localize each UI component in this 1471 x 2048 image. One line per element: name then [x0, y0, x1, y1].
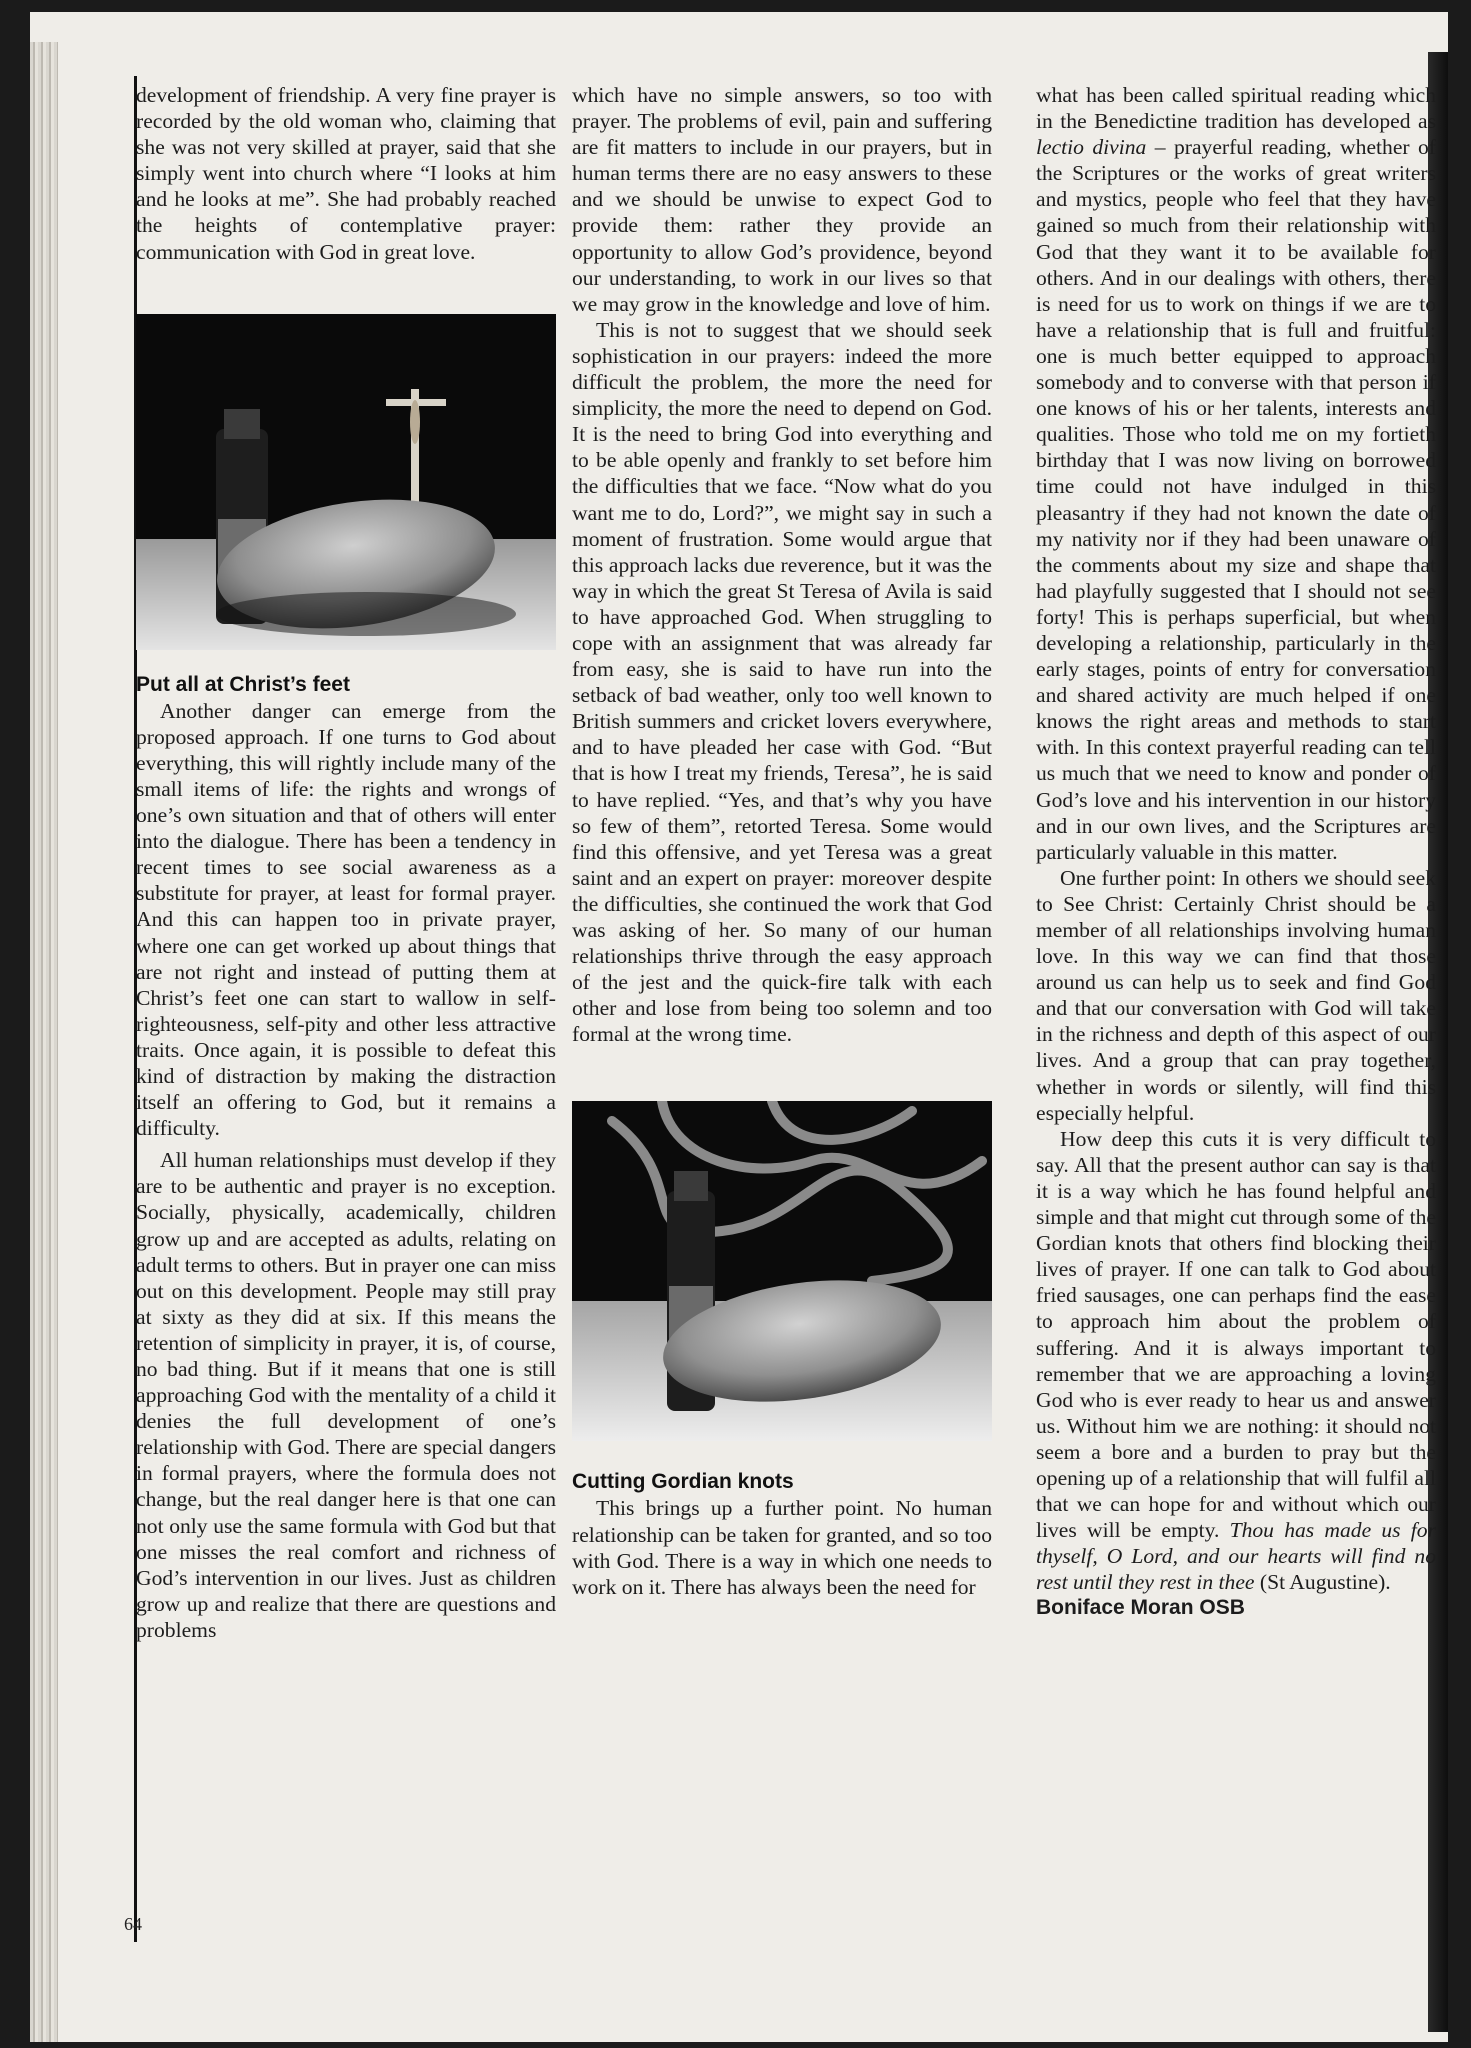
- photo-illustration: [136, 314, 556, 650]
- paragraph: [1036, 1126, 1436, 1596]
- magazine-page: [30, 12, 1448, 2042]
- paragraph: One further point: In others we should seek to See Christ: Certainly Christ should be a member of all relationships involving human love. In this way we can find that those around us can help us to seek and find God and that our conversation with God will take in the richness and depth of this aspect of our lives. And a group that can pray together, whether in words or silently, will find this especially helpful.: [1036, 865, 1436, 1125]
- text-run: How deep this cuts it is very difficult to say. All that the present author can say is that it is a way which he has found helpful and simple and that might cut through some of the Gordian knots that others find blocking their lives of prayer. If one can talk to God about fried sausages, one can perhaps find the ease to approach him about the problem of suffering. And it is always important to remember that we are approaching a loving God who is ever ready to hear us and answer us. Without him we are nothing: it should not seem a bore and a burden to pray but the opening up of a relationship that will fulfil all that we can hope for and without which our lives will be empty.: [1036, 1126, 1436, 1543]
- paragraph: This brings up a further point. No human relationship can be taken for granted, and so too with God. There is a way in which one needs to work on it. There has always been the need for: [572, 1496, 992, 1599]
- page-spine: [30, 42, 58, 2042]
- paragraph: Another danger can emerge from the proposed approach. If one turns to God about everything, this will rightly include many of the small items of life: the rights and wrongs of one’s own situation and that of others will enter into the dialogue. There has been a tendency in recent times to see social awareness as a substitute for prayer, at least for formal prayer. And this can happen too in private prayer, where one can get worked up about things that are not right and instead of putting them at Christ’s feet one can start to wallow in self-righteousness, self-pity and other less attractive traits. Once again, it is possible to defeat this kind of distraction by making the distraction itself an offering to God, but it remains a difficulty.: [136, 698, 556, 1141]
- italic-quotation: Thou has made us for thyself, O Lord, and our hearts will find no rest until they rest in thee: [1036, 1518, 1436, 1595]
- section-heading-gordian-knots: Cutting Gordian knots: [572, 1470, 794, 1494]
- paragraph: development of friendship. A very fine prayer is recorded by the old woman who, claiming that she was not very skilled at prayer, said that she simply went into church where “I looks at him and he looks at me”. She had probably reached the heights of contemplative prayer: communication with God in great love.: [136, 83, 556, 264]
- photo-bottle-bread-rope: [572, 1101, 992, 1441]
- page-number: 64: [124, 1914, 142, 1934]
- column-2: [572, 82, 992, 1600]
- paragraph: [1036, 82, 1436, 865]
- photo-illustration: [572, 1101, 992, 1441]
- column-3: [1036, 82, 1436, 1622]
- paragraph: All human relationships must develop if they are to be authentic and prayer is no exception. Socially, physically, academically, children grow up and are accepted as adults, relating on adult terms to others. But in prayer one can miss out on this development. People may still pray at sixty as they did at six. If this means the retention of simplicity in prayer, it is, of course, no bad thing. But if it means that one is still approaching God with the mentality of a child it denies the full development of one’s relationship with God. There are special dangers in formal prayers, where the formula does not change, but the real danger here is that one can not only use the same formula with God but that one misses the real comfort and richness of God’s intervention in our lives. Just as children grow up and realize that there are questions and problems: [136, 1148, 556, 1642]
- paragraph: This is not to suggest that we should seek sophistication in our prayers: indeed the more difficult the problem, the more the need for simplicity, the more the need to depend on God. It is the need to bring God into everything and to be able openly and frankly to set before him the difficulties that we face. “Now what do you want me to do, Lord?”, we might say in such a moment of frustration. Some would argue that this approach lacks due reverence, but it was the way in which the great St Teresa of Avila is said to have approached God. When struggling to cope with an assignment that was already far from easy, she is said to have run into the setback of bad weather, only too well known to British summers and cricket lovers everywhere, and to have pleaded her case with God. “But that is how I treat my friends, Teresa”, he is said to have replied. “Yes, and that’s why you have so few of them”, retorted Teresa. Some would find this offensive, and yet Teresa was a great saint and an expert on prayer: moreover despite the difficulties, she continued the work that God was asking of her. So many of our human relationships thrive through the easy approach of the jest and the quick-fire talk with each other and lose from being too solemn and too formal at the wrong time.: [572, 317, 992, 1047]
- column-1: [136, 82, 556, 1643]
- text-run: what has been called spiritual reading which in the Benedictine tradition has developed as: [1036, 83, 1436, 134]
- paragraph: which have no simple answers, so too with prayer. The problems of evil, pain and suffering are fit matters to include in our prayers, but in human terms there are no easy answers to these and we should be unwise to expect God to provide them: rather they provide an opportunity to allow God’s providence, beyond our understanding, to work in our lives so that we may grow in the knowledge and love of him.: [572, 83, 992, 316]
- text-run: – prayerful reading, whether of the Scriptures or the works of great writers and mystics, people who feel that they have gained so much from their relationship with God that they want it to be available for others. And in our dealings with others, there is need for us to work on things if we are to have a relationship that is full and fruitful: one is much better equipped to approach somebody and to converse with that person if one knows of his or her talents, interests and qualities. Those who told me on my fortieth birthday that I was now living on borrowed time could not have indulged in this pleasantry if they had not known the date of my nativity nor if they had been unaware of the comments about my size and shape that had playfully suggested that I should not see forty! This is perhaps superficial, but when developing a relationship, particularly in the early stages, points of entry for conversation and shared activity are much helped if one knows the right areas and methods to start with. In this context prayerful reading can tell us much that we need to know and ponder of God’s love and his intervention in our history and in our own lives, and the Scriptures are particularly valuable in this matter.: [1036, 135, 1437, 864]
- italic-term: lectio divina: [1036, 135, 1147, 160]
- photo-bottle-bread-crucifix: [136, 314, 556, 650]
- text-run: (St Augustine).: [1254, 1570, 1391, 1595]
- author-byline: Boniface Moran OSB: [1036, 1596, 1245, 1620]
- section-heading-christs-feet: Put all at Christ’s feet: [136, 672, 350, 696]
